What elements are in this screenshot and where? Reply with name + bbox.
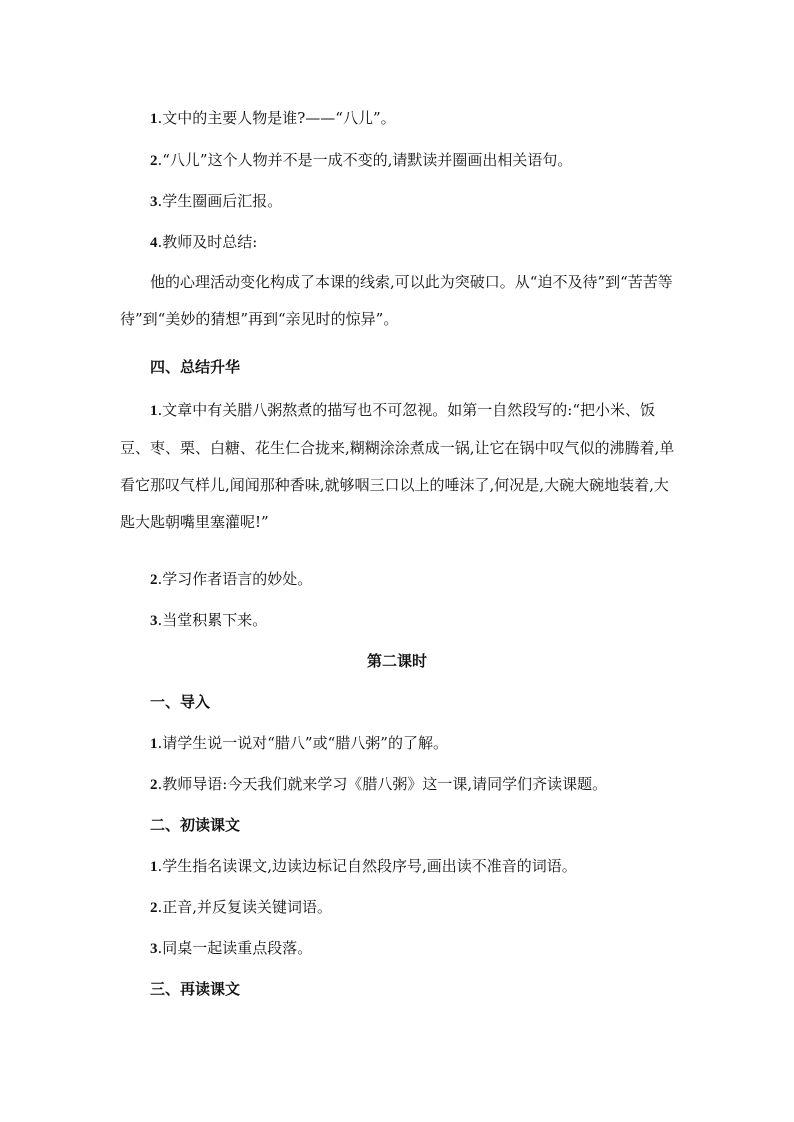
paragraph-10 [150, 774, 607, 795]
item-number: 4 [150, 235, 158, 251]
item-number: 1 [150, 111, 158, 127]
item-number: 2 [150, 777, 158, 793]
paragraph-12 [150, 897, 332, 918]
paragraph-6 [120, 392, 680, 541]
item-text: .正音,并反复读关键词语。 [157, 898, 333, 916]
item-text: .文中的主要人物是谁?——“八儿”。 [157, 109, 396, 127]
item-text: .学生圈画后汇报。 [157, 192, 283, 210]
section-heading-first-reading: 二、初读课文 [150, 816, 241, 834]
item-number: 2 [150, 572, 158, 588]
item-text: .请学生说一说对“腊八”或“腊八粥”的了解。 [157, 734, 448, 752]
item-number: 1 [150, 403, 158, 419]
paragraph-4 [150, 232, 257, 253]
paragraph-7 [150, 569, 312, 590]
item-number: 2 [150, 900, 158, 916]
item-text: .同桌一起读重点段落。 [157, 939, 313, 957]
paragraph-9 [150, 733, 448, 754]
item-text: .当堂积累下来。 [157, 611, 268, 629]
item-text: .“八儿”这个人物并不是一成不变的,请默读并圈画出相关语句。 [157, 151, 573, 169]
item-number: 1 [150, 859, 158, 875]
paragraph-1 [150, 108, 396, 129]
paragraph-8 [150, 610, 267, 631]
item-text: .学生指名读课文,边读边标记自然段序号,画出读不准音的词语。 [157, 857, 577, 875]
paragraph-11 [150, 856, 577, 877]
item-text: .教师导语:今天我们就来学习《腊八粥》这一课,请同学们齐读课题。 [157, 775, 608, 793]
item-number: 2 [150, 153, 158, 169]
paragraph-3 [150, 191, 282, 212]
section-heading-intro: 一、导入 [150, 693, 211, 711]
section-heading-second-reading: 三、再读课文 [150, 980, 241, 998]
item-text: .教师及时总结: [157, 233, 258, 251]
item-number: 3 [150, 194, 158, 210]
item-text: .文章中有关腊八粥熬煮的描写也不可忽视。如第一自然段写的:“把小米、饭豆、枣、栗、白糖、花生仁合拢来,糊糊涂涂煮成一锅,让它在锅中叹气似的沸腾着,单看它那叹气样儿,闻闻那种香味,就够咽三口以上的唾沫了,何况是,大碗大碗地装着,大匙大匙朝嘴里塞灌呢!” [120, 401, 675, 531]
paragraph-2 [150, 150, 572, 171]
item-text: .学习作者语言的妙处。 [157, 570, 313, 588]
paragraph-13 [150, 938, 312, 959]
section-heading-summary: 四、总结升华 [150, 358, 241, 376]
item-number: 3 [150, 613, 158, 629]
section-title: 第二课时 [366, 652, 427, 670]
item-number: 1 [150, 736, 158, 752]
item-number: 3 [150, 941, 158, 957]
paragraph-5: 他的心理活动变化构成了本课的线索,可以此为突破口。从“迫不及待”到“苦苦等待”到“美妙的猜想”再到“亲见时的惊异”。 [120, 273, 673, 328]
